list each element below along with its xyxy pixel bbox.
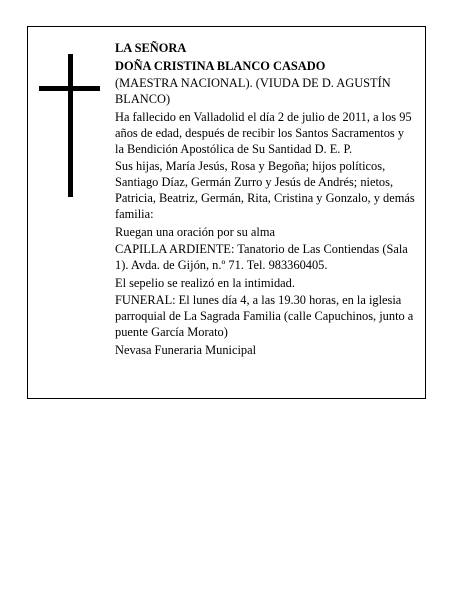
- notice-title: LA SEÑORA: [115, 41, 187, 55]
- prayer-request: Ruegan una oración por su alma: [115, 224, 275, 239]
- obituary-text: [115, 40, 415, 359]
- funeral-info: FUNERAL: El lunes día 4, a las 19.30 horas, en la iglesia parroquial de La Sagrada Familia (calle Capuchinos, junto a puente García Morato): [115, 293, 414, 339]
- death-announcement: Ha fallecido en Valladolid el día 2 de julio de 2011, a los 95 años de edad, después de recibir los Santos Sacramentos y la Bendición Apostólica de Su Santidad D. E. P.: [115, 109, 412, 156]
- deceased-name: DOÑA CRISTINA BLANCO CASADO: [115, 58, 326, 73]
- cross-icon-bar: [39, 86, 100, 91]
- burial-info: El sepelio se realizó en la intimidad.: [115, 275, 295, 290]
- obituary-notice: [27, 26, 426, 399]
- funeral-home: Nevasa Funeraria Municipal: [115, 342, 257, 357]
- cross-icon: [68, 54, 73, 197]
- chapel-info: CAPILLA ARDIENTE: Tanatorio de Las Contiendas (Sala 1). Avda. de Gijón, n.º 71. Tel. 983360405.: [115, 242, 408, 272]
- family-list: Sus hijas, María Jesús, Rosa y Begoña; hijos políticos, Santiago Díaz, Germán Zurro y Jesús de Andrés; nietos, Patricia, Beatriz, Germán, Rita, Cristina y Gonzalo, y demás familia:: [115, 159, 415, 221]
- deceased-subtitle: (MAESTRA NACIONAL). (VIUDA DE D. AGUSTÍN BLANCO): [115, 76, 391, 106]
